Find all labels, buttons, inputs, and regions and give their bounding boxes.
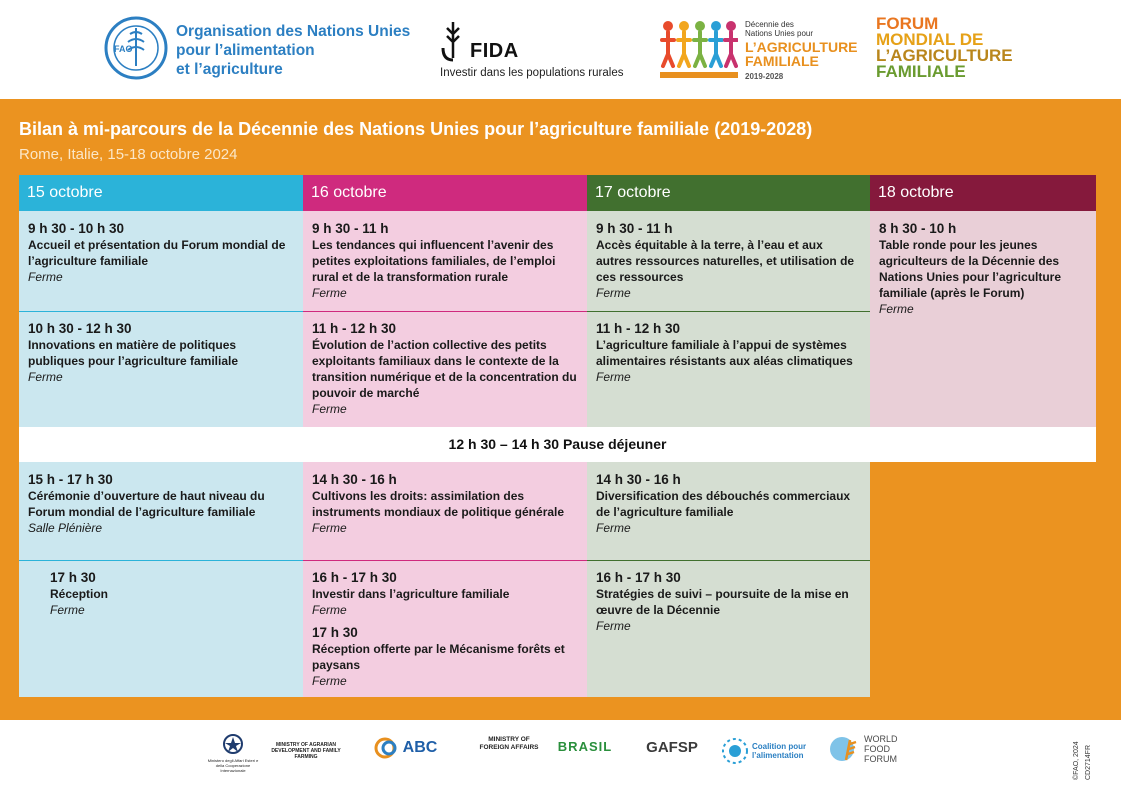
session-time: 9 h 30 - 10 h 30 bbox=[28, 221, 125, 236]
session-time: 9 h 30 - 11 h bbox=[596, 221, 673, 236]
session-title: Innovations en matière de politiques publiques pour l’agriculture familiale bbox=[28, 338, 239, 368]
session-card bbox=[587, 211, 870, 311]
decade-big-line: L’AGRICULTURE bbox=[745, 39, 858, 55]
day-header-15: 15 octobre bbox=[19, 175, 303, 211]
decade-big-text bbox=[745, 40, 858, 68]
fida-tagline: Investir dans les populations rurales bbox=[440, 67, 624, 79]
session-card bbox=[303, 560, 587, 697]
partner-logo-foreign: MINISTRY OF FOREIGN AFFAIRS bbox=[479, 736, 539, 751]
decade-small-line: Nations Unies pour bbox=[745, 29, 814, 38]
fao-emblem-f: FAO bbox=[114, 44, 133, 54]
session-time: 11 h - 12 h 30 bbox=[312, 321, 397, 336]
wff-wheat-icon bbox=[826, 734, 862, 764]
session-card bbox=[19, 311, 303, 427]
abc-swirl-icon bbox=[373, 736, 401, 760]
forum-logo-line: FORUM bbox=[876, 14, 939, 33]
session-card bbox=[870, 211, 1096, 427]
partner-logo-text: Coalition pour l’alimentation bbox=[751, 742, 807, 760]
session-title: Cultivons les droits: assimilation des instruments mondiaux de politique générale bbox=[312, 489, 565, 519]
copyright-text: ©FAO, 2024 bbox=[1073, 741, 1080, 780]
fao-emblem-icon bbox=[104, 16, 168, 80]
row-divider bbox=[19, 311, 303, 312]
session-time: 8 h 30 - 10 h bbox=[879, 221, 957, 236]
session-title: Diversification des débouchés commerciaux de l’agriculture familiale bbox=[596, 489, 851, 519]
footer-code-rotated bbox=[1064, 730, 1104, 780]
partner-logo-text: ABC bbox=[402, 739, 438, 756]
session-title: Évolution de l’action collective des petits exploitants familiaux dans le contexte de la transition numérique et de la concentration du pouvoir de marché bbox=[312, 338, 577, 400]
partner-logo-italy bbox=[203, 733, 263, 773]
partner-logo-text: Ministero degli Affari Esteri e della Cooperazione Internazionale bbox=[207, 758, 259, 773]
row-divider bbox=[303, 560, 587, 561]
session-location: Ferme bbox=[312, 402, 347, 416]
fao-name bbox=[176, 22, 410, 79]
partner-logo-gafsp: GAFSP bbox=[646, 739, 698, 756]
partner-logo-wff bbox=[826, 734, 916, 764]
session-time: 17 h 30 bbox=[312, 625, 358, 640]
session-time: 16 h - 17 h 30 bbox=[312, 570, 397, 585]
session-location: Ferme bbox=[596, 521, 631, 535]
session-location: Ferme bbox=[28, 370, 63, 384]
session-card bbox=[587, 560, 870, 697]
session-location: Ferme bbox=[596, 286, 631, 300]
session-location: Ferme bbox=[312, 603, 347, 617]
session-time: 17 h 30 bbox=[50, 570, 96, 585]
fida-wheat-icon bbox=[439, 18, 471, 62]
decade-small-text bbox=[745, 20, 813, 38]
day-header-18: 18 octobre bbox=[870, 175, 1096, 211]
session-location: Ferme bbox=[879, 302, 914, 316]
session-location: Ferme bbox=[312, 674, 347, 688]
session-time: 10 h 30 - 12 h 30 bbox=[28, 321, 132, 336]
logo-header bbox=[0, 0, 1121, 99]
row-divider bbox=[587, 311, 870, 312]
session-location: Ferme bbox=[596, 370, 631, 384]
session-title: Investir dans l’agriculture familiale bbox=[312, 587, 510, 601]
coalition-sun-icon bbox=[720, 736, 750, 766]
session-card bbox=[587, 462, 870, 560]
session-time: 9 h 30 - 11 h bbox=[312, 221, 389, 236]
session-time: 11 h - 12 h 30 bbox=[596, 321, 681, 336]
partner-logo-text: WORLD FOOD FORUM bbox=[863, 734, 898, 764]
session-time: 14 h 30 - 16 h bbox=[312, 472, 397, 487]
fao-name-line: Organisation des Nations Unies bbox=[176, 23, 411, 40]
session-card bbox=[19, 462, 303, 560]
session-card bbox=[19, 211, 303, 311]
decade-big-line: FAMILIALE bbox=[745, 53, 819, 69]
page-subtitle: Rome, Italie, 15-18 octobre 2024 bbox=[19, 146, 238, 163]
session-location: Ferme bbox=[50, 603, 85, 617]
partner-logo-agrarian: MINISTRY OF AGRARIAN DEVELOPMENT AND FAMILY FARMING bbox=[271, 742, 341, 760]
session-time: 16 h - 17 h 30 bbox=[596, 570, 681, 585]
forum-logo bbox=[876, 16, 1013, 80]
session-title: Réception offerte par le Mécanisme forêts et paysans bbox=[312, 642, 565, 672]
session-time: 14 h 30 - 16 h bbox=[596, 472, 681, 487]
session-location: Ferme bbox=[312, 286, 347, 300]
day-header-16: 16 octobre bbox=[303, 175, 587, 211]
day-header-17: 17 octobre bbox=[587, 175, 870, 211]
session-title: L’agriculture familiale à l’appui de systèmes alimentaires résistants aux aléas climatiques bbox=[596, 338, 853, 368]
session-title: Table ronde pour les jeunes agriculteurs de la Décennie des Nations Unies pour l’agriculture familiale (après le Forum) bbox=[879, 238, 1062, 300]
session-card bbox=[303, 211, 587, 311]
forum-logo-line: L’AGRICULTURE bbox=[876, 46, 1013, 65]
session-title: Réception bbox=[50, 587, 109, 601]
session-location: Ferme bbox=[312, 521, 347, 535]
fida-name: FIDA bbox=[470, 40, 519, 62]
session-location: Ferme bbox=[28, 270, 63, 284]
italy-emblem-icon bbox=[222, 733, 244, 755]
row-divider bbox=[19, 560, 303, 561]
session-title: Accueil et présentation du Forum mondial de l’agriculture familiale bbox=[28, 238, 286, 268]
document-code: CD2714FR bbox=[1085, 744, 1092, 780]
session-title: Stratégies de suivi – poursuite de la mise en œuvre de la Décennie bbox=[596, 587, 849, 617]
session-time: 15 h - 17 h 30 bbox=[28, 472, 113, 487]
partner-logo-coalition bbox=[720, 736, 816, 766]
partner-logo-brasil: BRASIL bbox=[557, 739, 613, 754]
partner-footer bbox=[0, 720, 1121, 791]
forum-logo-line: FAMILIALE bbox=[876, 62, 966, 81]
partner-logo-abc bbox=[355, 736, 455, 760]
session-card bbox=[303, 462, 587, 560]
fao-name-line: et l’agriculture bbox=[176, 61, 283, 78]
row-divider bbox=[587, 560, 870, 561]
session-card bbox=[19, 560, 303, 697]
fao-name-line: pour l’alimentation bbox=[176, 42, 315, 59]
forum-logo-line: MONDIAL DE bbox=[876, 30, 984, 49]
session-card bbox=[587, 311, 870, 427]
session-card bbox=[303, 311, 587, 427]
decade-people-icon bbox=[660, 18, 738, 82]
session-title: Accès équitable à la terre, à l’eau et aux autres ressources naturelles, et utilisation de ces ressources bbox=[596, 238, 855, 284]
session-location: Salle Plénière bbox=[28, 521, 103, 535]
decade-years: 2019-2028 bbox=[745, 72, 784, 81]
decade-small-line: Décennie des bbox=[745, 20, 794, 29]
row-divider bbox=[303, 311, 587, 312]
session-title: Cérémonie d’ouverture de haut niveau du Forum mondial de l’agriculture familiale bbox=[28, 489, 265, 519]
session-title: Les tendances qui influencent l’avenir des petites exploitations familiales, de l’emploi rural et de la transformation rurale bbox=[312, 238, 556, 284]
lunch-break: 12 h 30 – 14 h 30 Pause déjeuner bbox=[19, 427, 1096, 462]
footer-codes bbox=[1064, 730, 1104, 780]
page-title: Bilan à mi-parcours de la Décennie des Nations Unies pour l’agriculture familiale (2019-2028) bbox=[19, 119, 813, 139]
session-location: Ferme bbox=[596, 619, 631, 633]
